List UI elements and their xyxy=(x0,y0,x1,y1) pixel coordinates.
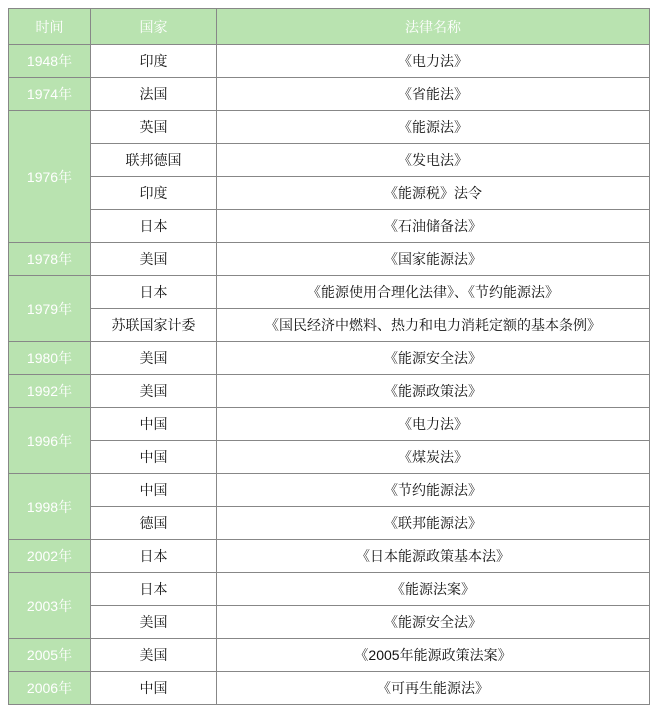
table-row xyxy=(9,78,650,111)
law-header-cell: 法律名称 xyxy=(217,9,650,45)
country-cell: 日本 xyxy=(91,573,217,606)
table-row xyxy=(9,375,650,408)
year-cell: 2005年 xyxy=(9,639,91,672)
law-cell: 《能源税》法令 xyxy=(217,177,650,210)
table-row xyxy=(9,441,650,474)
law-cell: 《2005年能源政策法案》 xyxy=(217,639,650,672)
law-cell: 《能源安全法》 xyxy=(217,606,650,639)
year-cell: 1976年 xyxy=(9,111,91,243)
country-cell: 中国 xyxy=(91,441,217,474)
year-cell: 1948年 xyxy=(9,45,91,78)
country-cell: 法国 xyxy=(91,78,217,111)
law-cell: 《能源安全法》 xyxy=(217,342,650,375)
table-row xyxy=(9,342,650,375)
time-header-cell: 时间 xyxy=(9,9,91,45)
table-row xyxy=(9,606,650,639)
law-cell: 《日本能源政策基本法》 xyxy=(217,540,650,573)
table-row xyxy=(9,408,650,441)
country-cell: 中国 xyxy=(91,672,217,705)
table-row xyxy=(9,507,650,540)
country-cell: 印度 xyxy=(91,177,217,210)
year-cell: 1980年 xyxy=(9,342,91,375)
law-cell: 《国民经济中燃料、热力和电力消耗定额的基本条例》 xyxy=(217,309,650,342)
table-row xyxy=(9,243,650,276)
table-row xyxy=(9,672,650,705)
law-cell: 《能源政策法》 xyxy=(217,375,650,408)
country-cell: 美国 xyxy=(91,342,217,375)
law-cell: 《电力法》 xyxy=(217,408,650,441)
table-row xyxy=(9,177,650,210)
year-cell: 2003年 xyxy=(9,573,91,639)
table-row xyxy=(9,144,650,177)
law-cell: 《国家能源法》 xyxy=(217,243,650,276)
year-cell: 1992年 xyxy=(9,375,91,408)
country-cell: 中国 xyxy=(91,474,217,507)
country-cell: 美国 xyxy=(91,606,217,639)
law-cell: 《电力法》 xyxy=(217,45,650,78)
year-cell: 1979年 xyxy=(9,276,91,342)
law-cell: 《能源法案》 xyxy=(217,573,650,606)
table-row xyxy=(9,309,650,342)
law-cell: 《能源使用合理化法律》、《节约能源法》 xyxy=(217,276,650,309)
law-cell: 《省能法》 xyxy=(217,78,650,111)
table-row xyxy=(9,276,650,309)
country-cell: 日本 xyxy=(91,540,217,573)
year-cell: 2006年 xyxy=(9,672,91,705)
law-cell: 《节约能源法》 xyxy=(217,474,650,507)
law-cell: 《石油储备法》 xyxy=(217,210,650,243)
energy-law-table xyxy=(8,8,650,705)
table-row xyxy=(9,540,650,573)
country-cell: 苏联国家计委 xyxy=(91,309,217,342)
year-cell: 1974年 xyxy=(9,78,91,111)
country-cell: 中国 xyxy=(91,408,217,441)
law-cell: 《发电法》 xyxy=(217,144,650,177)
country-cell: 德国 xyxy=(91,507,217,540)
country-header-cell: 国家 xyxy=(91,9,217,45)
country-cell: 印度 xyxy=(91,45,217,78)
law-cell: 《能源法》 xyxy=(217,111,650,144)
country-cell: 英国 xyxy=(91,111,217,144)
table-row xyxy=(9,111,650,144)
table-row xyxy=(9,474,650,507)
table-row xyxy=(9,210,650,243)
year-cell: 1996年 xyxy=(9,408,91,474)
table-header-row xyxy=(9,9,650,45)
country-cell: 美国 xyxy=(91,375,217,408)
table-row xyxy=(9,45,650,78)
year-cell: 2002年 xyxy=(9,540,91,573)
country-cell: 联邦德国 xyxy=(91,144,217,177)
country-cell: 美国 xyxy=(91,639,217,672)
year-cell: 1978年 xyxy=(9,243,91,276)
table-row xyxy=(9,573,650,606)
year-cell: 1998年 xyxy=(9,474,91,540)
law-cell: 《联邦能源法》 xyxy=(217,507,650,540)
law-cell: 《可再生能源法》 xyxy=(217,672,650,705)
table-row xyxy=(9,639,650,672)
law-cell: 《煤炭法》 xyxy=(217,441,650,474)
country-cell: 美国 xyxy=(91,243,217,276)
country-cell: 日本 xyxy=(91,210,217,243)
country-cell: 日本 xyxy=(91,276,217,309)
